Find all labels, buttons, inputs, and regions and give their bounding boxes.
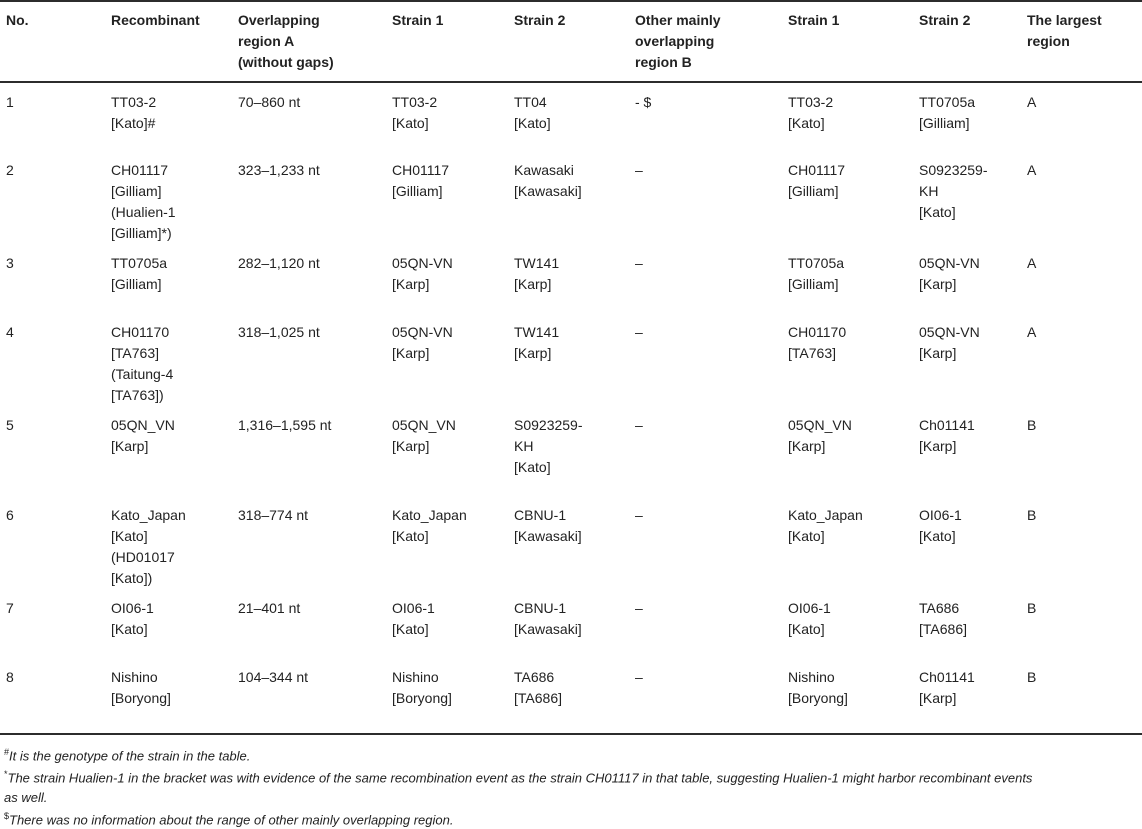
table-cell	[1021, 82, 1142, 151]
cell-text: [Karp]	[788, 438, 826, 454]
cell-text: [Gilliam]	[919, 115, 970, 131]
footnote	[4, 807, 1138, 829]
cell-text: TA686	[514, 669, 555, 685]
cell-text: Ch01141	[919, 669, 975, 685]
cell-text: [Kato]	[788, 115, 825, 131]
column-header-text: (without gaps)	[238, 54, 334, 70]
table-cell	[1021, 496, 1142, 589]
cell-text: [Gilliam]	[111, 276, 162, 292]
column-header-text: Strain 1	[788, 12, 840, 28]
table-cell	[1021, 313, 1142, 406]
footnote	[4, 788, 1138, 807]
column-header	[0, 1, 105, 82]
cell-text: [Karp]	[919, 690, 957, 706]
cell-text: 6	[6, 507, 14, 523]
cell-text: A	[1027, 94, 1037, 110]
column-header	[1021, 1, 1142, 82]
table-cell	[629, 589, 782, 658]
column-header-text: region	[1027, 33, 1070, 49]
footnote-text: It is the genotype of the strain in the table.	[9, 748, 251, 764]
table-body	[0, 82, 1142, 734]
cell-text: 05QN_VN	[111, 417, 175, 433]
cell-text: KH	[514, 438, 534, 454]
table-cell	[105, 589, 232, 658]
table-cell	[386, 589, 508, 658]
cell-text: 05QN-VN	[392, 255, 453, 271]
table-cell	[913, 313, 1021, 406]
table-cell	[0, 313, 105, 406]
table-cell	[0, 496, 105, 589]
cell-text: [Karp]	[919, 276, 957, 292]
table-cell	[782, 313, 913, 406]
column-header	[508, 1, 629, 82]
cell-text: [Kawasaki]	[514, 528, 582, 544]
cell-text: S0923259-	[514, 417, 583, 433]
table-cell	[508, 82, 629, 151]
table-cell	[386, 496, 508, 589]
cell-text: TW141	[514, 255, 560, 271]
column-header-text: region B	[635, 54, 692, 70]
footnote-mark: *	[4, 769, 8, 780]
table-cell	[105, 244, 232, 313]
cell-text: [Karp]	[392, 345, 430, 361]
cell-text: CH01170	[788, 324, 847, 340]
footnote-mark: $	[4, 810, 10, 821]
column-header-text: Strain 2	[514, 12, 566, 28]
table-cell	[629, 658, 782, 734]
table-cell	[1021, 244, 1142, 313]
table-row	[0, 244, 1142, 313]
cell-text: [Gilliam]	[392, 183, 443, 199]
table-row	[0, 589, 1142, 658]
table-cell	[629, 496, 782, 589]
table-cell	[782, 151, 913, 244]
cell-text: [TA763]	[788, 345, 836, 361]
table-cell	[1021, 658, 1142, 734]
cell-text: 318–774 nt	[238, 507, 309, 523]
cell-text: TT03-2	[788, 94, 834, 110]
cell-text: –	[635, 324, 643, 340]
cell-text: S0923259-	[919, 162, 988, 178]
table-cell	[386, 406, 508, 496]
cell-text: –	[635, 669, 643, 685]
cell-text: [Gilliam]	[111, 183, 162, 199]
table-cell	[105, 313, 232, 406]
cell-text: [Boryong]	[392, 690, 452, 706]
column-header-text: Overlapping	[238, 12, 320, 28]
table-cell	[232, 82, 386, 151]
table-cell	[386, 313, 508, 406]
cell-text: CH01117	[788, 162, 846, 178]
table-cell	[629, 406, 782, 496]
column-header	[386, 1, 508, 82]
cell-text: Kato_Japan	[788, 507, 863, 523]
cell-text: 282–1,120 nt	[238, 255, 320, 271]
cell-text: 21–401 nt	[238, 600, 301, 616]
cell-text: TT03-2	[392, 94, 438, 110]
cell-text: [Karp]	[111, 438, 149, 454]
table-cell	[232, 496, 386, 589]
cell-text: Kawasaki	[514, 162, 574, 178]
cell-text: CH01170	[111, 324, 170, 340]
cell-text: 05QN_VN	[392, 417, 456, 433]
cell-text: 05QN-VN	[392, 324, 453, 340]
cell-text: TT04	[514, 94, 547, 110]
cell-text: [Karp]	[392, 438, 430, 454]
column-header-text: No.	[6, 12, 29, 28]
table-cell	[508, 244, 629, 313]
table-cell	[913, 496, 1021, 589]
cell-text: 104–344 nt	[238, 669, 309, 685]
cell-text: [TA686]	[514, 690, 562, 706]
table-cell	[629, 244, 782, 313]
table-row	[0, 82, 1142, 151]
cell-text: [Karp]	[514, 276, 552, 292]
table-cell	[508, 658, 629, 734]
footnotes	[0, 743, 1142, 829]
cell-text: [Karp]	[919, 345, 957, 361]
cell-text: B	[1027, 600, 1037, 616]
cell-text: [Kawasaki]	[514, 621, 582, 637]
column-header	[913, 1, 1021, 82]
cell-text: 5	[6, 417, 14, 433]
cell-text: –	[635, 162, 643, 178]
column-header	[232, 1, 386, 82]
table-cell	[0, 658, 105, 734]
table-cell	[782, 658, 913, 734]
cell-text: [Kato]	[788, 528, 825, 544]
table-cell	[232, 151, 386, 244]
cell-text: OI06-1	[392, 600, 435, 616]
table-cell	[105, 658, 232, 734]
column-header-text: overlapping	[635, 33, 715, 49]
cell-text: Kato_Japan	[111, 507, 186, 523]
table-cell	[913, 658, 1021, 734]
cell-text: [Kato]#	[111, 115, 156, 131]
cell-text: [Gilliam]*)	[111, 225, 172, 241]
cell-text: 323–1,233 nt	[238, 162, 320, 178]
cell-text: 3	[6, 255, 14, 271]
cell-text: Ch01141	[919, 417, 975, 433]
cell-text: OI06-1	[788, 600, 831, 616]
cell-text: –	[635, 600, 643, 616]
cell-text: 1,316–1,595 nt	[238, 417, 332, 433]
cell-text: 7	[6, 600, 14, 616]
cell-text: CH01117	[111, 162, 169, 178]
table-cell	[782, 82, 913, 151]
table-row	[0, 658, 1142, 734]
cell-text: [Kato]	[788, 621, 825, 637]
table-row	[0, 406, 1142, 496]
cell-text: B	[1027, 507, 1037, 523]
cell-text: TA686	[919, 600, 960, 616]
table-cell	[0, 244, 105, 313]
cell-text: 05QN_VN	[788, 417, 852, 433]
table-header	[0, 1, 1142, 82]
cell-text: A	[1027, 162, 1037, 178]
table-cell	[508, 406, 629, 496]
column-header-text: Strain 1	[392, 12, 444, 28]
cell-text: –	[635, 417, 643, 433]
table-cell	[629, 82, 782, 151]
cell-text: [TA686]	[919, 621, 967, 637]
cell-text: CBNU-1	[514, 507, 567, 523]
cell-text: CBNU-1	[514, 600, 567, 616]
cell-text: TT03-2	[111, 94, 157, 110]
cell-text: [Kato]	[111, 621, 148, 637]
table-cell	[232, 658, 386, 734]
cell-text: 8	[6, 669, 14, 685]
table-cell	[508, 496, 629, 589]
table-cell	[913, 151, 1021, 244]
table-cell	[105, 82, 232, 151]
cell-text: TW141	[514, 324, 560, 340]
table-row	[0, 496, 1142, 589]
cell-text: –	[635, 507, 643, 523]
column-header-text: Strain 2	[919, 12, 971, 28]
cell-text: [Kato]	[111, 528, 148, 544]
table-cell	[386, 151, 508, 244]
footnote	[4, 765, 1138, 787]
footnote-text: The strain Hualien-1 in the bracket was with evidence of the same recombination event as the strain CH01117 in that table, suggesting Hualien-1 might harbor recombinant events	[7, 770, 1033, 786]
table-cell	[0, 406, 105, 496]
cell-text: - $	[635, 94, 652, 110]
column-header	[629, 1, 782, 82]
cell-text: [Kato]	[392, 528, 429, 544]
table-cell	[0, 589, 105, 658]
column-header-text: region A	[238, 33, 295, 49]
cell-text: [Kato]	[919, 528, 956, 544]
table-cell	[782, 244, 913, 313]
column-header	[105, 1, 232, 82]
cell-text: CH01117	[392, 162, 450, 178]
cell-text: [Boryong]	[111, 690, 171, 706]
cell-text: TT0705a	[111, 255, 168, 271]
table-cell	[913, 244, 1021, 313]
table-cell	[508, 313, 629, 406]
cell-text: Nishino	[392, 669, 439, 685]
cell-text: 05QN-VN	[919, 324, 980, 340]
table-cell	[105, 151, 232, 244]
cell-text: [Karp]	[919, 438, 957, 454]
table-cell	[1021, 406, 1142, 496]
cell-text: (Taitung-4	[111, 366, 174, 382]
footnote-text: as well.	[4, 789, 48, 805]
table-cell	[913, 82, 1021, 151]
table-cell	[782, 406, 913, 496]
table-cell	[386, 82, 508, 151]
footnote	[4, 743, 1138, 765]
table-cell	[782, 496, 913, 589]
cell-text: [Kawasaki]	[514, 183, 582, 199]
table-cell	[913, 406, 1021, 496]
table-cell	[508, 589, 629, 658]
table-cell	[913, 589, 1021, 658]
cell-text: –	[635, 255, 643, 271]
cell-text: B	[1027, 417, 1037, 433]
column-header-text: Recombinant	[111, 12, 200, 28]
cell-text: 05QN-VN	[919, 255, 980, 271]
table-cell	[1021, 589, 1142, 658]
cell-text: (HD01017	[111, 549, 175, 565]
table-cell	[232, 406, 386, 496]
cell-text: [Gilliam]	[788, 183, 839, 199]
header-row	[0, 1, 1142, 82]
column-header-text: The largest	[1027, 12, 1102, 28]
cell-text: [Boryong]	[788, 690, 848, 706]
cell-text: [Kato]	[919, 204, 956, 220]
table-cell	[629, 313, 782, 406]
cell-text: 318–1,025 nt	[238, 324, 320, 340]
table-cell	[782, 589, 913, 658]
table-cell	[386, 244, 508, 313]
cell-text: [Gilliam]	[788, 276, 839, 292]
table-cell	[1021, 151, 1142, 244]
cell-text: (Hualien-1	[111, 204, 176, 220]
cell-text: [Kato]	[514, 115, 551, 131]
cell-text: 70–860 nt	[238, 94, 301, 110]
table-cell	[232, 244, 386, 313]
table-cell	[232, 589, 386, 658]
table-cell	[232, 313, 386, 406]
cell-text: A	[1027, 324, 1037, 340]
cell-text: 4	[6, 324, 14, 340]
cell-text: 2	[6, 162, 14, 178]
cell-text: [Kato]	[392, 621, 429, 637]
table-cell	[386, 658, 508, 734]
cell-text: TT0705a	[919, 94, 976, 110]
cell-text: [Karp]	[392, 276, 430, 292]
cell-text: [TA763])	[111, 387, 164, 403]
cell-text: 1	[6, 94, 14, 110]
cell-text: A	[1027, 255, 1037, 271]
cell-text: [Kato])	[111, 570, 153, 586]
cell-text: [Karp]	[514, 345, 552, 361]
cell-text: Nishino	[788, 669, 835, 685]
cell-text: [TA763]	[111, 345, 159, 361]
table-cell	[105, 496, 232, 589]
cell-text: TT0705a	[788, 255, 845, 271]
footnote-text: There was no information about the range of other mainly overlapping region.	[9, 811, 454, 827]
cell-text: OI06-1	[919, 507, 962, 523]
column-header-text: Other mainly	[635, 12, 721, 28]
footnote-mark: #	[4, 747, 10, 757]
cell-text: B	[1027, 669, 1037, 685]
table-cell	[629, 151, 782, 244]
table-cell	[0, 151, 105, 244]
cell-text: Kato_Japan	[392, 507, 467, 523]
column-header	[782, 1, 913, 82]
cell-text: [Kato]	[514, 459, 551, 475]
table-cell	[105, 406, 232, 496]
table-cell	[508, 151, 629, 244]
cell-text: [Kato]	[392, 115, 429, 131]
cell-text: Nishino	[111, 669, 158, 685]
cell-text: OI06-1	[111, 600, 154, 616]
cell-text: KH	[919, 183, 939, 199]
table-row	[0, 151, 1142, 244]
table-row	[0, 313, 1142, 406]
table-cell	[0, 82, 105, 151]
